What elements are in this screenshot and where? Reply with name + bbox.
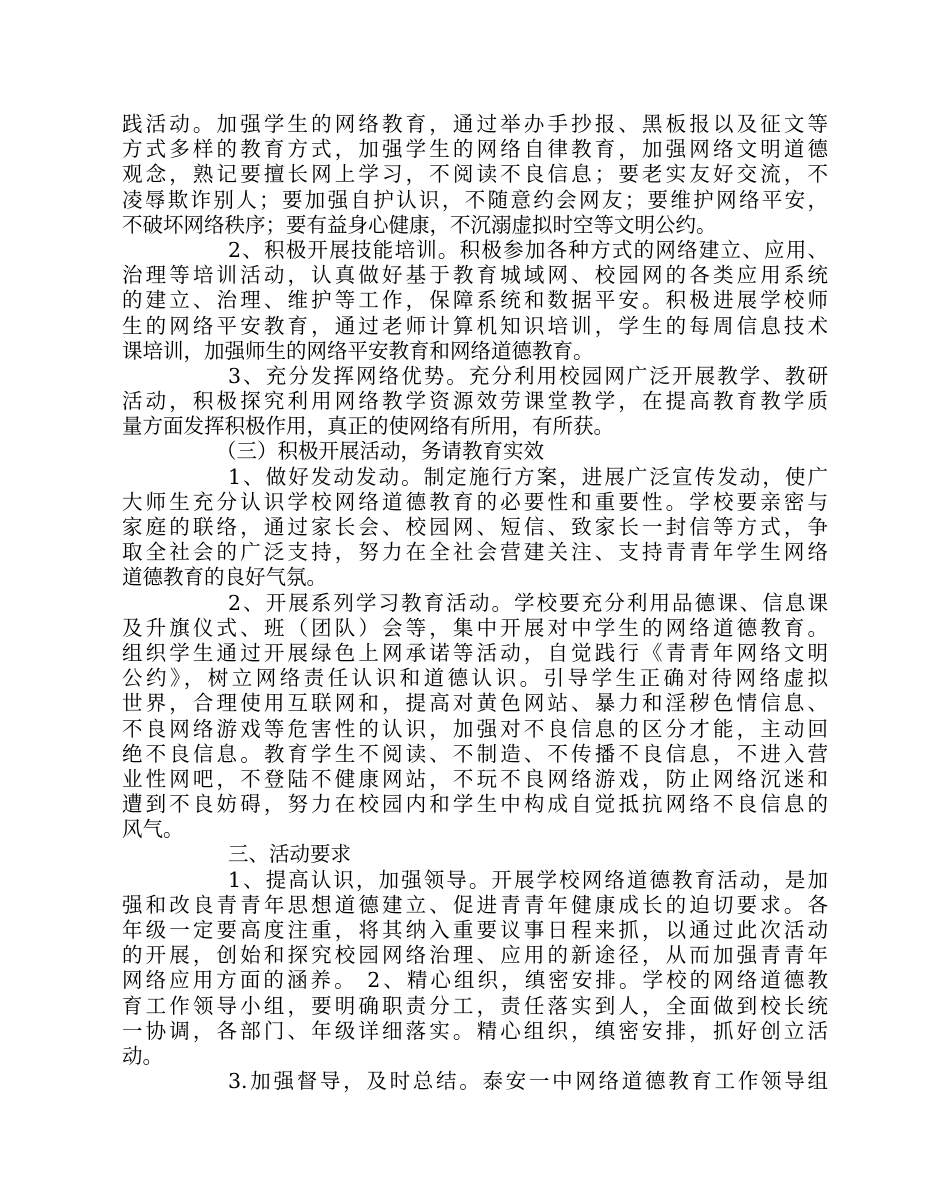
text-line: 业性网吧，不登陆不健康网站，不玩不良网络游戏，防止网络沉迷和 [122,766,828,791]
text-line: 观念，熟记要擅长网上学习，不阅读不良信息；要老实友好交流，不 [122,162,828,187]
text-line: 年级一定要高度注重，将其纳入重要议事日程来抓，以通过此次活动 [122,918,828,942]
text-line: 凌辱欺诈别人；要加强自护认识，不随意约会网友；要维护网络平安， [122,187,828,212]
text-line: 1、做好发动发动。制定施行方案，进展广泛宣传发动，使广 [228,464,828,489]
text-line: 组织学生通过开展绿色上网承诺等活动，自觉践行《青青年网络文明 [122,640,828,665]
text-line: 道德教育的良好气氛。 [122,565,327,590]
text-line: 2、开展系列学习教育活动。学校要充分利用品德课、信息课 [228,590,828,615]
text-line: 践活动。加强学生的网络教育，通过举办手抄报、黑板报以及征文等 [122,112,828,136]
text-line: 及升旗仪式、班（团队）会等，集中开展对中学生的网络道德教育。 [122,615,828,640]
text-line: 不破坏网络秩序；要有益身心健康，不沉溺虚拟时空等文明公约。 [122,212,717,237]
text-line: 不良网络游戏等危害性的认识，加强对不良信息的区分才能，主动回 [122,716,828,741]
text-line: 绝不良信息。教育学生不阅读、不制造、不传播不良信息，不进入营 [122,741,828,766]
text-line: 3.加强督导，及时总结。泰安一中网络道德教育工作领导组 [228,1069,828,1094]
text-line: 的建立、治理、维护等工作，保障系统和数据平安。积极进展学校师 [122,288,828,313]
text-line: 强和改良青青年思想道德建立、促进青青年健康成长的迫切要求。各 [122,892,828,917]
text-line: 世界，合理使用互联网和，提高对黄色网站、暴力和淫秽色情信息、 [122,691,828,716]
text-line: 课培训，加强师生的网络平安教育和网络道德教育。 [122,338,594,363]
text-line: 方式多样的教育方式，加强学生的网络自律教育，加强网络文明道德 [122,137,828,162]
text-line: 治理等培训活动，认真做好基于教育城域网、校园网的各类应用系统 [122,263,828,288]
text-line: 大师生充分认识学校网络道德教育的必要性和重要性。学校要亲密与 [122,489,828,514]
text-line: 网络应用方面的涵养。 2、精心组织，缜密安排。学校的网络道德教 [122,968,828,993]
text-line: （三）积极开展活动，务请教育实效 [216,439,544,464]
text-line: 1、提高认识，加强领导。开展学校网络道德教育活动，是加 [228,867,828,892]
text-line: 2、积极开展技能培训。积极参加各种方式的网络建立、应用、 [228,237,828,262]
text-line: 量方面发挥积极作用，真正的使网络有所用，有所获。 [122,414,614,439]
text-line: 的开展，创始和探究校园网络治理、应用的新途径，从而加强青青年 [122,943,828,968]
text-line: 动。 [122,1043,163,1068]
text-line: 风气。 [122,817,184,842]
text-line: 一协调，各部门、年级详细落实。精心组织，缜密安排，抓好创立活 [122,1018,828,1043]
text-line: 育工作领导小组，要明确职责分工，责任落实到人，全面做到校长统 [122,993,828,1018]
text-line: 3、充分发挥网络优势。充分利用校园网广泛开展教学、教研 [228,363,828,388]
text-line: 活动，积极探究利用网络教学资源效劳课堂教学，在提高教育教学质 [122,389,828,414]
text-line: 公约》，树立网络责任认识和道德认识。引导学生正确对待网络虚拟 [122,666,828,691]
text-line: 遭到不良妨碍，努力在校园内和学生中构成自觉抵抗网络不良信息的 [122,792,828,817]
text-line: 家庭的联络，通过家长会、校园网、短信、致家长一封信等方式，争 [122,515,828,539]
document-body [122,112,828,1094]
text-line: 生的网络平安教育，通过老师计算机知识培训，学生的每周信息技术 [122,313,828,338]
text-line: 三、活动要求 [228,842,351,867]
text-line: 取全社会的广泛支持，努力在全社会营建关注、支持青青年学生网络 [122,540,828,565]
